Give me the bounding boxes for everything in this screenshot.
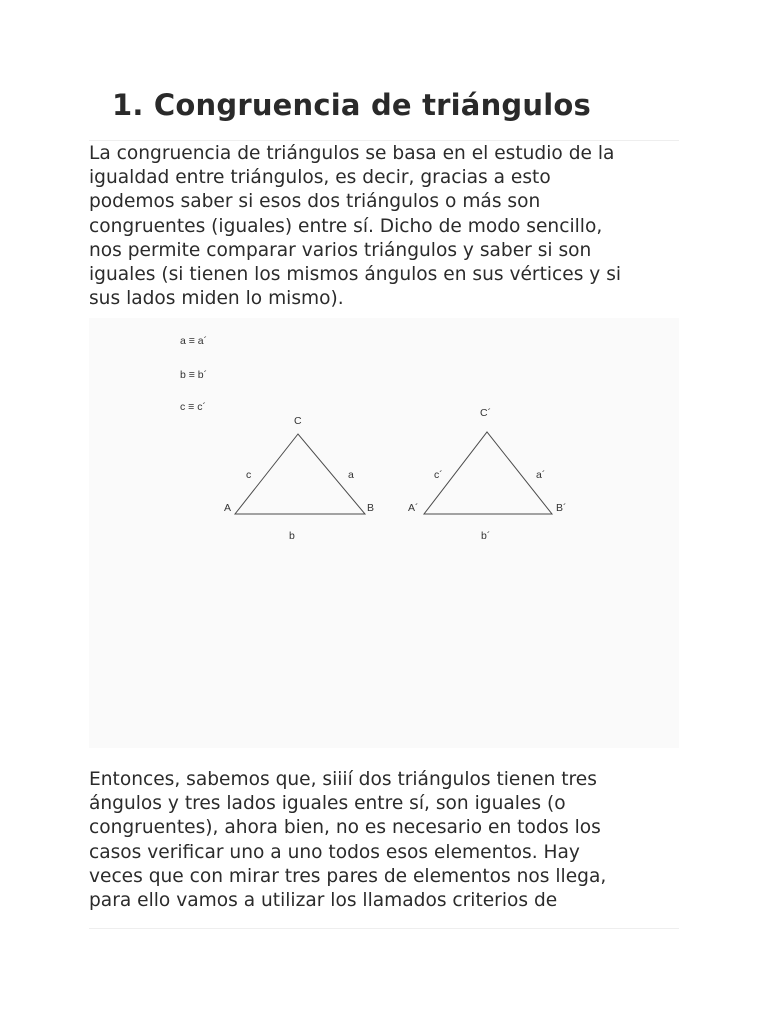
vertex-c-prime-label: C´ — [480, 407, 492, 419]
heading-divider — [89, 140, 679, 141]
paragraph-line: nos permite comparar varios triángulos y saber si son — [89, 239, 592, 261]
equivalence-a: a ≡ a´ — [180, 335, 208, 347]
paragraph-line: para ello vamos a utilizar los llamados criterios de — [89, 890, 558, 912]
equivalence-c: c ≡ c´ — [180, 401, 206, 413]
intro-paragraph — [89, 142, 689, 311]
side-b-label: b — [289, 530, 295, 542]
congruent-triangles-figure — [172, 324, 592, 554]
paragraph-line: ángulos y tres lados iguales entre sí, son iguales (o — [89, 793, 566, 815]
paragraph-line: Entonces, sabemos que, siiií dos triángulos tienen tres — [89, 769, 597, 790]
equivalence-b: b ≡ b´ — [180, 369, 208, 381]
paragraph-line: sus lados miden lo mismo). — [89, 288, 344, 310]
section-title: Congruencia de triángulos — [153, 88, 591, 122]
side-a-prime-label: a´ — [536, 469, 546, 481]
side-a-label: a — [348, 469, 354, 481]
bottom-divider — [89, 928, 679, 929]
vertex-a-prime-label: A´ — [408, 502, 419, 514]
paragraph-line: podemos saber si esos dos triángulos o más son — [89, 191, 541, 213]
section-number: 1. — [112, 88, 144, 122]
paragraph-line: congruentes (iguales) entre sí. Dicho de modo sencillo, — [89, 215, 603, 237]
triangle-abc-prime — [424, 432, 552, 514]
criteria-paragraph — [89, 768, 689, 913]
paragraph-line: La congruencia de triángulos se basa en el estudio de la — [89, 143, 615, 164]
vertex-a-label: A — [224, 502, 232, 514]
paragraph-line: veces que con mirar tres pares de elementos nos llega, — [89, 865, 607, 887]
vertex-b-label: B — [367, 502, 375, 514]
vertex-c-label: C — [294, 415, 302, 427]
triangle-abc — [235, 434, 365, 514]
paragraph-line: igualdad entre triángulos, es decir, gracias a esto — [89, 167, 551, 189]
side-c-prime-label: c´ — [434, 469, 443, 481]
paragraph-line: iguales (si tienen los mismos ángulos en sus vértices y si — [89, 264, 622, 286]
side-b-prime-label: b´ — [481, 530, 491, 542]
section-heading — [112, 88, 591, 122]
paragraph-line: casos verificar uno a uno todos esos elementos. Hay — [89, 841, 580, 863]
paragraph-line: congruentes), ahora bien, no es necesario en todos los — [89, 817, 601, 839]
vertex-b-prime-label: B´ — [556, 502, 567, 514]
side-c-label: c — [246, 469, 252, 481]
